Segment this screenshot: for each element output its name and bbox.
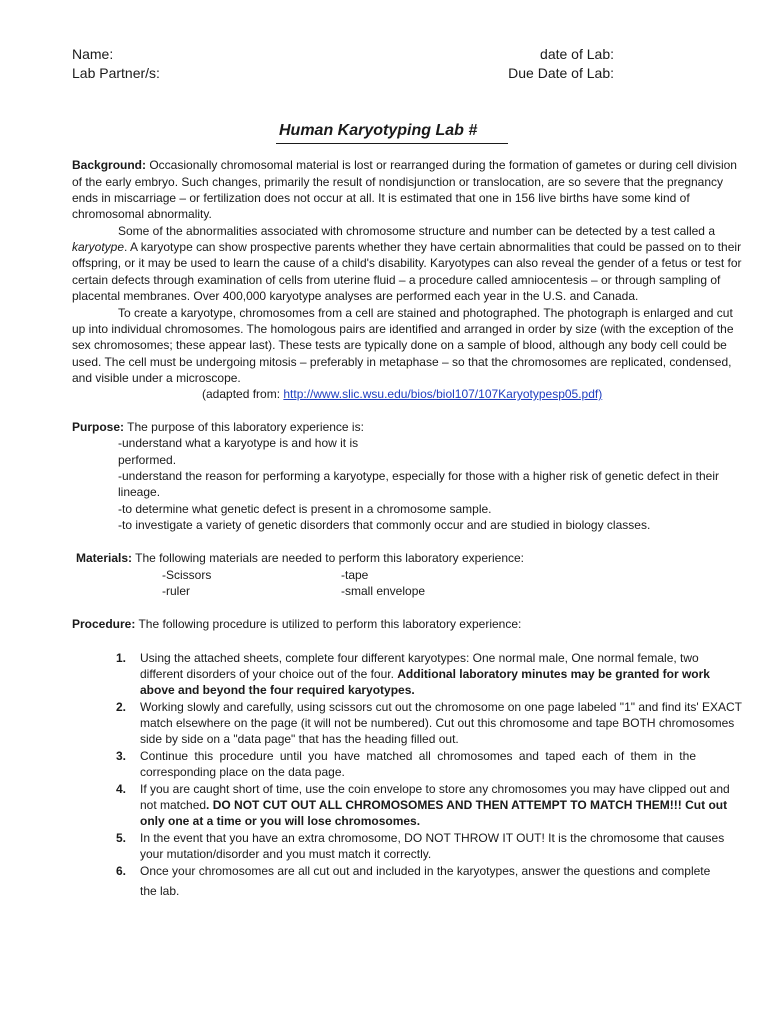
background-text: up into individual chromosomes. The homologous pairs are identified and arranged in order by size (with the exception of the <box>72 322 734 336</box>
materials-intro-line <box>76 550 524 566</box>
background-text: . A karyotype can show prospective parents whether they have certain abnormalities that could be passed on to their <box>124 240 742 254</box>
step-emphasis: Additional laboratory minutes may be granted for work <box>397 667 710 681</box>
background-heading: Background: <box>72 158 147 172</box>
purpose-item: performed. <box>118 453 177 467</box>
purpose-item: -to investigate a variety of genetic disorders that commonly occur and are studied in biology classes. <box>118 518 651 532</box>
step-text: Continue this procedure until you have matched all chromosomes and taped each of them in the <box>140 749 696 763</box>
name-label: Name: <box>72 46 114 62</box>
purpose-heading: Purpose: <box>72 420 125 434</box>
material-item-scissors: -Scissors <box>162 568 212 582</box>
step-text: your mutation/disorder and you must match it correctly. <box>140 847 432 861</box>
purpose-item: -to determine what genetic defect is present in a chromosome sample. <box>118 502 492 516</box>
background-text: To create a karyotype, chromosomes from a cell are stained and photographed. The photograph is enlarged and cut <box>118 306 733 320</box>
step-text <box>140 748 696 764</box>
purpose-item: lineage. <box>118 485 161 499</box>
step-emphasis: only one at a time or you will lose chromosomes. <box>140 814 421 828</box>
step-text: not matched <box>140 798 207 812</box>
background-text: of the early embryo. Such changes, primarily the result of nondisjunction or translocation, are so severe that the pregnancy <box>72 175 724 189</box>
step-text <box>140 666 710 682</box>
source-prefix: (adapted from: <box>202 387 284 401</box>
background-text: offspring, or it may be used to learn the cause of a child's disability. Karyotypes can also reveal the gender of a fetus or test for <box>72 256 742 270</box>
source-citation <box>202 386 602 402</box>
purpose-item: -understand what a karyotype is and how it is <box>118 436 359 450</box>
purpose-intro: The purpose of this laboratory experience is: <box>124 420 364 434</box>
step-number: 1. <box>116 651 127 665</box>
source-link[interactable]: http://www.slic.wsu.edu/bios/biol107/107Karyotypesp05.pdf) <box>283 387 603 401</box>
karyotype-term: karyotype <box>72 240 125 254</box>
material-item-tape: -tape <box>341 568 369 582</box>
step-number: 3. <box>116 749 127 763</box>
step-number: 2. <box>116 700 127 714</box>
materials-heading: Materials: <box>76 551 133 565</box>
materials-intro: The following materials are needed to perform this laboratory experience: <box>132 551 525 565</box>
title-underline <box>276 143 508 144</box>
step-emphasis: above and beyond the four required karyotypes. <box>140 683 415 697</box>
step-text: match elsewhere on the page (it will not be numbered). Cut out this chromosome and tape BOTH chromosomes <box>140 716 735 730</box>
step-number: 6. <box>116 864 127 878</box>
step-number: 5. <box>116 831 127 845</box>
date-of-lab-label: date of Lab: <box>540 46 614 62</box>
step-text <box>140 863 711 879</box>
background-text: sex chromosomes; these appear last). These tests are typically done on a sample of blood, although any body cell could be <box>72 338 727 352</box>
material-item-ruler: -ruler <box>162 584 191 598</box>
background-text: and visible under a microscope. <box>72 371 241 385</box>
background-text: Occasionally chromosomal material is lost or rearranged during the formation of gametes or during cell division <box>146 158 737 172</box>
material-item-envelope: -small envelope <box>341 584 426 598</box>
step-text: different disorders of your choice out of the four. <box>140 667 398 681</box>
step-text: side by side on a "data page" that has the heading filled out. <box>140 732 459 746</box>
step-text: the lab. <box>140 884 180 898</box>
background-line-1 <box>72 157 737 173</box>
lab-partner-label: Lab Partner/s: <box>72 65 160 81</box>
purpose-item: -understand the reason for performing a karyotype, especially for those with a higher risk of genetic defect in their <box>118 469 719 483</box>
step-text <box>140 797 727 813</box>
document-title: Human Karyotyping Lab # <box>279 122 478 139</box>
step-text: If you are caught short of time, use the coin envelope to store any chromosomes you may have clipped out and <box>140 782 730 796</box>
purpose-intro-line <box>72 419 364 435</box>
due-date-label: Due Date of Lab: <box>508 65 614 81</box>
background-text: ends in miscarriage – or fertilization does not occur at all. It is estimated that one in 156 live births have some kind of <box>72 191 690 205</box>
step-number: 4. <box>116 782 127 796</box>
background-text <box>72 239 741 255</box>
step-emphasis: . DO NOT CUT OUT ALL CHROMOSOMES AND THEN ATTEMPT TO MATCH THEM!!! Cut out <box>206 798 728 812</box>
step-text: corresponding place on the data page. <box>140 765 345 779</box>
procedure-intro: The following procedure is utilized to perform this laboratory experience: <box>135 617 522 631</box>
step-text: Using the attached sheets, complete four different karyotypes: One normal male, One normal female, two <box>140 651 699 665</box>
procedure-heading: Procedure: <box>72 617 136 631</box>
procedure-intro-line <box>72 616 521 632</box>
background-text: placental membranes. Over 400,000 karyotype analyses are performed each year in the U.S. and Canada. <box>72 289 639 303</box>
background-text: certain defects through examination of cells from uterine fluid – a procedure called amniocentesis – or through sampling of <box>72 273 721 287</box>
step-text: In the event that you have an extra chromosome, DO NOT THROW IT OUT! It is the chromosome that causes <box>140 831 725 845</box>
background-text: chromosomal abnormality. <box>72 207 212 221</box>
step-text: Once your chromosomes are all cut out and included in the karyotypes, answer the questions and complete <box>140 864 711 878</box>
background-text: Some of the abnormalities associated with chromosome structure and number can be detected by a test called a <box>118 224 715 238</box>
step-text: Working slowly and carefully, using scissors cut out the chromosome on one page labeled "1" and find its' EXACT <box>140 700 743 714</box>
background-text: used. The cell must be undergoing mitosis – preferably in metaphase – so that the chromosomes are replicated, condensed, <box>72 355 732 369</box>
